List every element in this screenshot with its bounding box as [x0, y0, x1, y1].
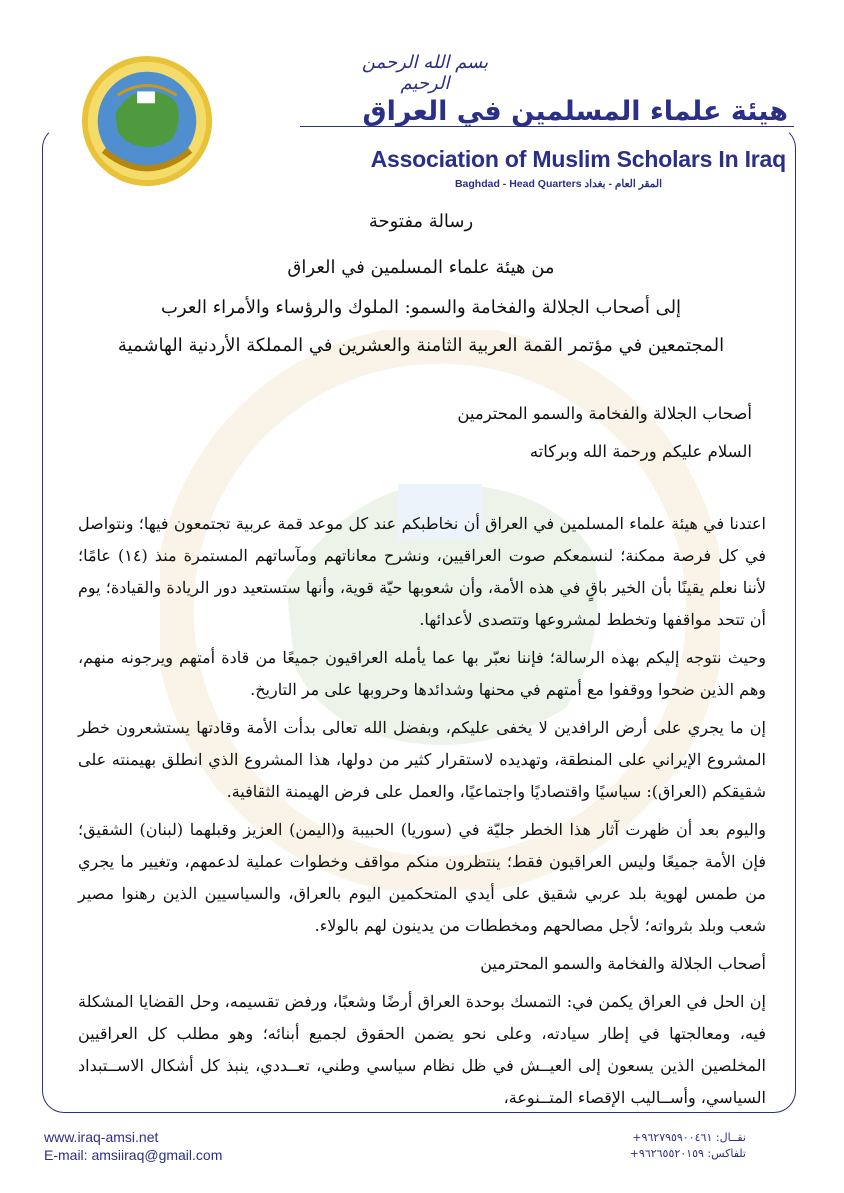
website-link[interactable]: www.iraq-amsi.net	[44, 1129, 159, 1145]
paragraph-6: إن الحل في العراق يكمن في: التمسك بوحدة العراق أرضًا وشعبًا، ورفض تقسيمه، وحل القضايا المشكلة فيه، ومعالجتها في إطار سيادته، وعلى نحو يضمن الحقوق لجميع أبنائه؛ وهو مطلب كل العراقيين المخلصين الذين يسعون إلى العيــش في ظل نظام سياسي وطني، تعــددي، ينبذ كل أشكال الاســتبداد السياسي، وأســاليب الإقصاء المتــنوعة،	[78, 992, 766, 1107]
mobile-number: نقــال: ٩٦٢٧٩٥٩٠٠٤٦١+	[632, 1131, 746, 1144]
association-logo	[78, 52, 216, 190]
salutation-greeting: السلام عليكم ورحمة الله وبركاته	[529, 442, 752, 461]
letter-occasion: المجتمعين في مؤتمر القمة العربية الثامنة والعشرين في المملكة الأردنية الهاشمية	[117, 335, 725, 356]
letter-body	[78, 508, 766, 1120]
letter-type: رسالة مفتوحة	[368, 211, 474, 232]
basmala: بسم الله الرحمن الرحيم	[361, 52, 489, 94]
fax-number: تلفاكس: ٩٦٢٦٥٥٢٠١٥٩+	[629, 1147, 746, 1160]
email-link[interactable]: E-mail: amsiiraq@gmail.com	[44, 1147, 223, 1163]
header-rule	[300, 126, 794, 127]
headquarters-label: Baghdad - Head Quarters المقر العام - بغداد	[454, 178, 662, 190]
paragraph-3: إن ما يجري على أرض الرافدين لا يخفى عليكم، وبفضل الله تعالى بدأت الأمة وقادتها يستشعرون خطر المشروع الإيراني على المنطقة، وتهديده لاستقرار كثير من دولها، هذا المشروع الذي انطلق بهيمنته على شقيقكم (العراق): سياسيًا واقتصاديًا واجتماعيًا، والعمل على فرض الهيمنة الثقافية.	[78, 718, 766, 801]
paragraph-2: وحيث نتوجه إليكم بهذه الرسالة؛ فإننا نعبّر بها عما يأمله العراقيون جميعًا من قادة أمتهم ويرجونه منهم، وهم الذين ضحوا ووقفوا مع أمتهم في محنها وشدائدها وحروبها على مر التاريخ.	[78, 648, 766, 699]
footer-contact	[44, 1128, 222, 1164]
org-name-english: Association of Muslim Scholars In Iraq	[370, 146, 786, 172]
paragraph-5-address: أصحاب الجلالة والفخامة والسمو المحترمين	[480, 954, 766, 973]
org-name-arabic: هيئة علماء المسلمين في العراق	[362, 96, 788, 127]
letter-recipients: إلى أصحاب الجلالة والفخامة والسمو: الملوك والرؤساء والأمراء العرب	[160, 297, 682, 318]
letter-sender: من هيئة علماء المسلمين في العراق	[287, 257, 555, 278]
paragraph-4: واليوم بعد أن ظهرت آثار هذا الخطر جليّة في (سوريا) الحبيبة و(اليمن) العزيز وقبلهما (لبنان) الشقيق؛ فإن الأمة جميعًا وليس العراقيون فقط؛ ينتظرون منكم مواقف وخطوات عملية لدعمهم، وتغيير ما يجري من طمس لهوية بلد عربي شقيق على أيدي المتحكمين اليوم بالعراق، والسياسيين الذين رهنوا مصير شعب وبلد بثرواته؛ لأجل مصالحهم ومخططات من يدينون لهم بالولاء.	[78, 820, 766, 935]
footer-phones	[630, 1130, 746, 1162]
paragraph-1: اعتدنا في هيئة علماء المسلمين في العراق أن نخاطبكم عند كل موعد قمة عربية تجتمعون فيها؛ ونتواصل في كل فرصة ممكنة؛ لنسمعكم صوت العراقيين، ونشرح معاناتهم ومآساتهم المستمرة منذ (١٤) عامًا؛ لأننا نعلم يقينًا بأن الخير باقٍ في هذه الأمة، وأن شعوبها حيّة قوية، وأنها ستستعيد دور الريادة والقيادة؛ يوم أن تتحد مواقفها وتخطط لمشروعها وتتصدى لأعدائها.	[78, 514, 766, 629]
salutation-address: أصحاب الجلالة والفخامة والسمو المحترمين	[457, 404, 752, 423]
